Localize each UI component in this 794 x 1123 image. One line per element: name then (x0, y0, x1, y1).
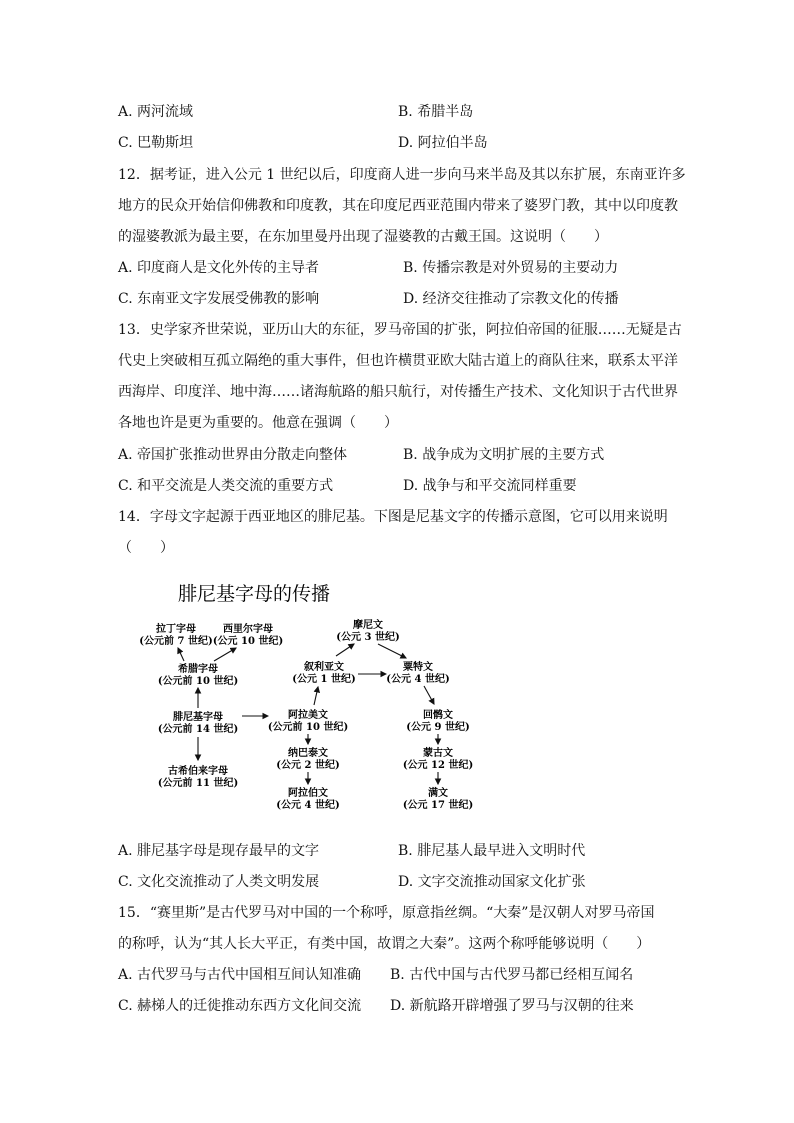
node-manchu-date: (公元 17 世纪) (402, 800, 474, 811)
node-arabic-date: (公元 4 世纪) (276, 800, 340, 811)
q15-stem-line: 的称呼，认为“其人长大平正，有类中国，故谓之大秦”。这两个称呼能够说明（ ） (118, 936, 651, 952)
q15-option-b[interactable]: B. 古代中国与古代罗马都已经相互闻名 (390, 967, 634, 983)
q13-stem-line: 代史上突破相互孤立隔绝的重大事件，但也许横贯亚欧大陆古道上的商队往来，联系太平洋 (118, 353, 678, 369)
node-mani-name: 摩尼文 (353, 620, 383, 631)
node-sogdian-date: (公元 4 世纪) (386, 674, 450, 685)
node-mani-date: (公元 3 世纪) (336, 632, 400, 643)
node-arabic-name: 阿拉伯文 (288, 788, 328, 799)
node-hebrew-name: 古希伯来字母 (168, 766, 228, 777)
node-uighur-name: 回鹘文 (423, 710, 453, 721)
q15-option-a[interactable]: A. 古代罗马与古代中国相互间认知准确 (118, 967, 362, 983)
node-greek-name: 希腊字母 (178, 664, 218, 675)
node-hebrew-date: (公元前 11 世纪) (157, 778, 239, 789)
node-cyril-date: (公元 10 世纪) (212, 636, 284, 647)
q14-stem-line: （ ） (118, 540, 174, 556)
q13-stem-line: 13．史学家齐世荣说，亚历山大的东征，罗马帝国的扩张，阿拉伯帝国的征服……无疑是古 (118, 322, 682, 338)
q12-option-d[interactable]: D. 经济交往推动了宗教文化的传播 (403, 291, 619, 307)
q13-option-d[interactable]: D. 战争与和平交流同样重要 (403, 478, 577, 494)
node-cyril-name: 西里尔字母 (223, 624, 273, 635)
node-nabataean-name: 纳巴泰文 (288, 748, 328, 759)
node-nabataean-date: (公元 2 世纪) (276, 760, 340, 771)
q12-option-c[interactable]: C. 东南亚文字发展受佛教的影响 (118, 291, 320, 307)
q12-option-b[interactable]: B. 传播宗教是对外贸易的主要动力 (403, 260, 619, 276)
q12-stem-line: 地方的民众开始信仰佛教和印度教，其在印度尼西亚范围内带来了婆罗门教，其中以印度教 (118, 198, 678, 214)
q13-stem-line: 各地也许是更为重要的。他意在强调（ ） (118, 415, 398, 431)
node-syriac-name: 叙利亚文 (304, 662, 344, 673)
node-mongol-name: 蒙古文 (423, 748, 453, 759)
q14-option-a[interactable]: A. 腓尼基字母是现存最早的文字 (118, 843, 320, 859)
q14-option-b[interactable]: B. 腓尼基人最早进入文明时代 (398, 843, 586, 859)
q14-stem-line: 14．字母文字起源于西亚地区的腓尼基。下图是尼基文字的传播示意图，它可以用来说明 (118, 509, 668, 525)
arrow-greek-latin (178, 648, 184, 661)
q11-option-a[interactable]: A. 两河流域 (118, 104, 194, 120)
q11-option-c[interactable]: C. 巴勒斯坦 (118, 135, 194, 151)
arrow-greek-cyril (214, 648, 236, 661)
node-aramaic-name: 阿拉美文 (288, 710, 328, 721)
node-latin-date: (公元前 7 世纪) (139, 636, 213, 647)
node-phoenician-date: (公元前 14 世纪) (157, 724, 239, 735)
q12-option-a[interactable]: A. 印度商人是文化外传的主导者 (118, 260, 320, 276)
node-uighur-date: (公元 9 世纪) (406, 722, 470, 733)
q13-stem-line: 西海岸、印度洋、地中海……诸海航路的船只航行，对传播生产技术、文化知识于古代世界 (118, 384, 678, 400)
q11-option-b[interactable]: B. 希腊半岛 (398, 104, 474, 120)
diagram-title: 腓尼基字母的传播 (178, 583, 331, 605)
q14-option-d[interactable]: D. 文字交流推动国家文化扩张 (398, 874, 586, 890)
q15-stem-line: 15．“赛里斯”是古代罗马对中国的一个称呼，原意指丝绸。“大秦”是汉朝人对罗马帝国 (118, 905, 655, 921)
q12-stem-line: 12．据考证，进入公元 1 世纪以后，印度商人进一步向马来半岛及其以东扩展，东南亚许多 (118, 167, 686, 183)
node-greek-date: (公元前 10 世纪) (157, 676, 239, 687)
phoenician-alphabet-diagram (118, 570, 538, 820)
node-mongol-date: (公元 12 世纪) (402, 760, 474, 771)
q12-stem-line: 的湿婆教派为最主要，在东加里曼丹出现了湿婆教的古戴王国。这说明（ ） (118, 229, 608, 245)
q15-option-d[interactable]: D. 新航路开辟增强了罗马与汉朝的往来 (390, 998, 634, 1014)
q13-option-c[interactable]: C. 和平交流是人类交流的重要方式 (118, 478, 334, 494)
node-phoenician-name: 腓尼基字母 (173, 712, 223, 723)
node-sogdian-name: 粟特文 (403, 662, 433, 673)
node-syriac-date: (公元 1 世纪) (292, 674, 356, 685)
q15-option-c[interactable]: C. 赫梯人的迁徙推动东西方文化间交流 (118, 998, 362, 1014)
q14-option-c[interactable]: C. 文化交流推动了人类文明发展 (118, 874, 320, 890)
node-latin-name: 拉丁字母 (156, 624, 196, 635)
q13-option-a[interactable]: A. 帝国扩张推动世界由分散走向整体 (118, 447, 348, 463)
node-manchu-name: 满文 (428, 788, 448, 799)
q13-option-b[interactable]: B. 战争成为文明扩展的主要方式 (403, 447, 605, 463)
q11-option-d[interactable]: D. 阿拉伯半岛 (398, 135, 488, 151)
node-aramaic-date: (公元前 10 世纪) (267, 722, 349, 733)
